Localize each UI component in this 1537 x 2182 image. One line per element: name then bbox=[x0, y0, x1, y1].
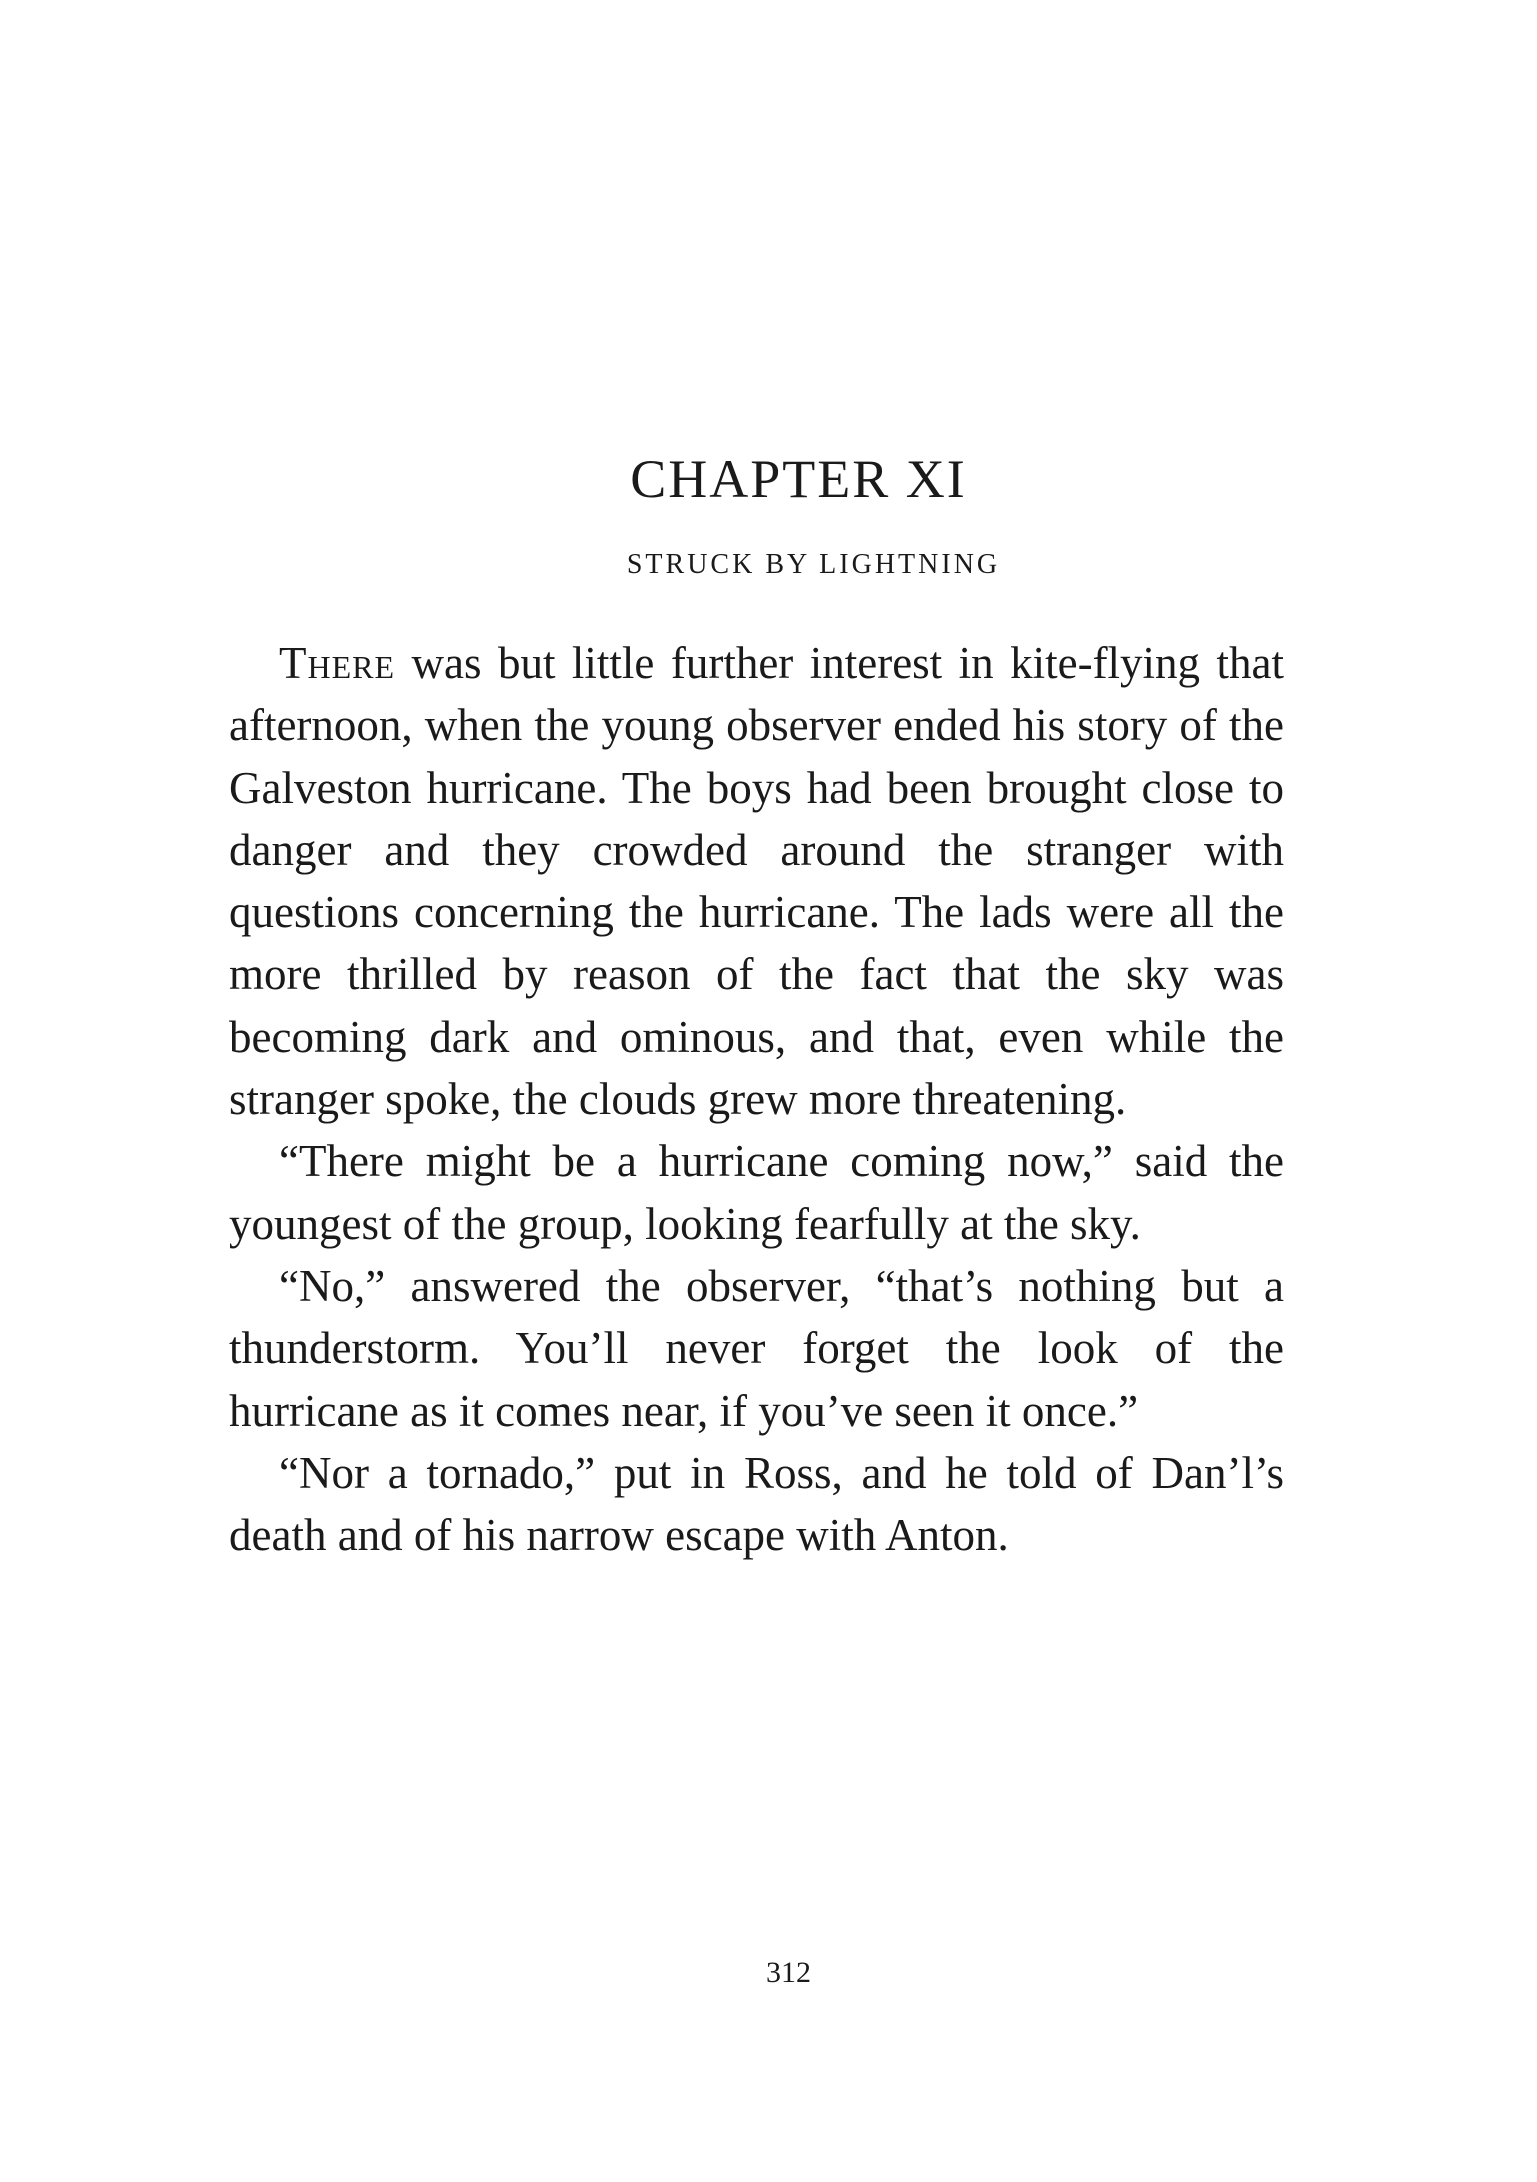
page-number: 312 bbox=[766, 1956, 811, 1989]
paragraph bbox=[229, 632, 1284, 1130]
paragraph-text: “Nor a tornado,” put in Ross, and he told of Dan’l’s death and of his narrow escape with Anton. bbox=[229, 1447, 1284, 1561]
paragraph-text: “There might be a hurricane coming now,” said the youngest of the group, looking fearfully at the sky. bbox=[229, 1136, 1284, 1249]
paragraph bbox=[229, 1442, 1284, 1567]
paragraph bbox=[229, 1130, 1284, 1255]
chapter-title: CHAPTER XI bbox=[630, 449, 967, 509]
chapter-subtitle: STRUCK BY LIGHTNING bbox=[626, 549, 1001, 580]
paragraph-text: “No,” answered the observer, “that’s nothing but a thunderstorm. You’ll never forget the look of the hurricane as it comes near, if you’ve seen it once.” bbox=[229, 1260, 1284, 1436]
paragraph bbox=[229, 1255, 1284, 1442]
chapter-body bbox=[229, 632, 1284, 1566]
paragraph-text: was but little further interest in kite-flying that afternoon, when the young observer ended his story of the Galveston hurricane. The boys had been brought close to danger and they crowded around the stranger with questions concerning the hurricane. The lads were all the more thrilled by reason of the fact that the sky was becoming dark and ominous, and that, even while the stranger spoke, the clouds grew more threatening. bbox=[229, 638, 1284, 1125]
paragraph-lead-word: There bbox=[279, 638, 396, 688]
